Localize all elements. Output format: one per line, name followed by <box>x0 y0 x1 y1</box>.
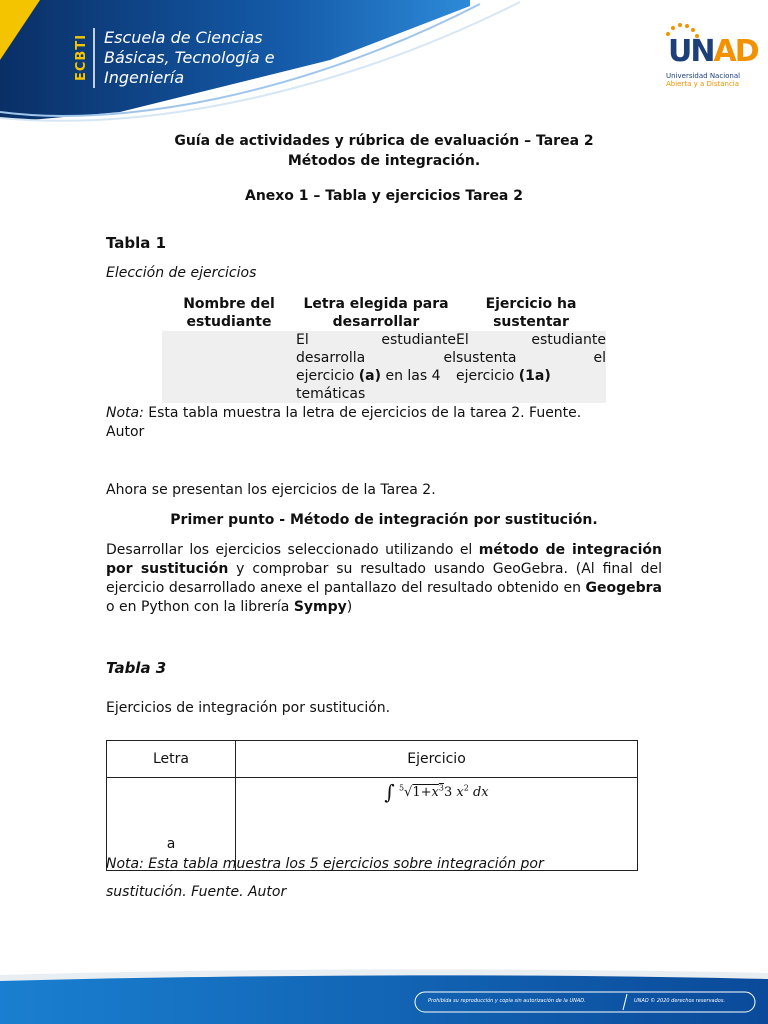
footer-notice: Prohibida su reproducción y copia sin autorización de la UNAD. <box>428 998 586 1004</box>
cell-exercise: El estudiante sustenta el ejercicio (1a) <box>456 331 606 403</box>
exercise-choice-table <box>162 295 606 403</box>
header-ejercicio: Ejercicio <box>236 741 638 778</box>
title-line-1: Guía de actividades y rúbrica de evaluación – Tarea 2 <box>174 133 594 149</box>
ecbti-label: ECBTI <box>74 33 89 81</box>
integral-sign-icon: ∫ <box>384 780 395 804</box>
footer-copyright: UNAD © 2020 derechos reservados. <box>634 998 726 1004</box>
unad-subtitle-2: Abierta y a Distancia <box>666 80 740 88</box>
page-header <box>0 0 768 130</box>
section-heading: Primer punto - Método de integración por sustitución. <box>170 512 598 528</box>
school-line-1: Escuela de Ciencias <box>104 28 263 47</box>
header-student: Nombre del estudiante <box>183 296 275 330</box>
header-letra: Letra <box>107 741 236 778</box>
table1-note: Nota: Esta tabla muestra la letra de ejercicios de la tarea 2. Fuente. Autor <box>106 405 582 440</box>
table1-row <box>162 331 606 403</box>
table3-note: Nota: Esta tabla muestra los 5 ejercicios sobre integración por sustitución. Fuente. Autor <box>106 856 544 900</box>
school-name <box>104 28 275 88</box>
table1-header-row <box>162 295 606 331</box>
cell-letter: El estudiante desarrolla el ejercicio (a) en las 4 temáticas <box>296 332 456 402</box>
header-exercise: Ejercicio ha sustentar <box>485 296 577 330</box>
section-paragraph: Desarrollar los ejercicios seleccionado utilizando el método de integración por sustitución y comprobar su resultado usando GeoGebra. (Al final del ejercicio desarrollado anexe el pantallazo del resultado obtenido en Geogebra o en Python con la librería Sympy) <box>106 542 663 615</box>
intro-text: Ahora se presentan los ejercicios de la Tarea 2. <box>106 482 436 498</box>
unad-wordmark: UNAD <box>668 34 758 69</box>
unad-subtitle-1: Universidad Nacional <box>666 72 741 80</box>
row-letter: a <box>107 778 236 871</box>
unad-logo <box>662 22 758 92</box>
school-line-2: Básicas, Tecnología e <box>104 48 275 67</box>
page-footer <box>0 965 768 1024</box>
table3-caption: Ejercicios de integración por sustitución. <box>106 700 391 716</box>
table3-label: Tabla 3 <box>106 659 167 677</box>
header-letter: Letra elegida para desarrollar <box>303 296 449 330</box>
integral-formula: ∫ $^5√1+x^33$ $x^2$ dx <box>384 780 489 804</box>
table1-label: Tabla 1 <box>106 234 167 252</box>
table3-header-row <box>107 741 638 778</box>
table1-caption: Elección de ejercicios <box>106 265 257 281</box>
footer-banner <box>0 965 768 1024</box>
school-line-3: Ingeniería <box>104 68 185 87</box>
annex-title: Anexo 1 – Tabla y ejercicios Tarea 2 <box>244 188 523 204</box>
cell-student-name[interactable] <box>162 331 296 403</box>
title-line-2: Métodos de integración. <box>287 153 481 169</box>
document-title <box>106 131 662 171</box>
